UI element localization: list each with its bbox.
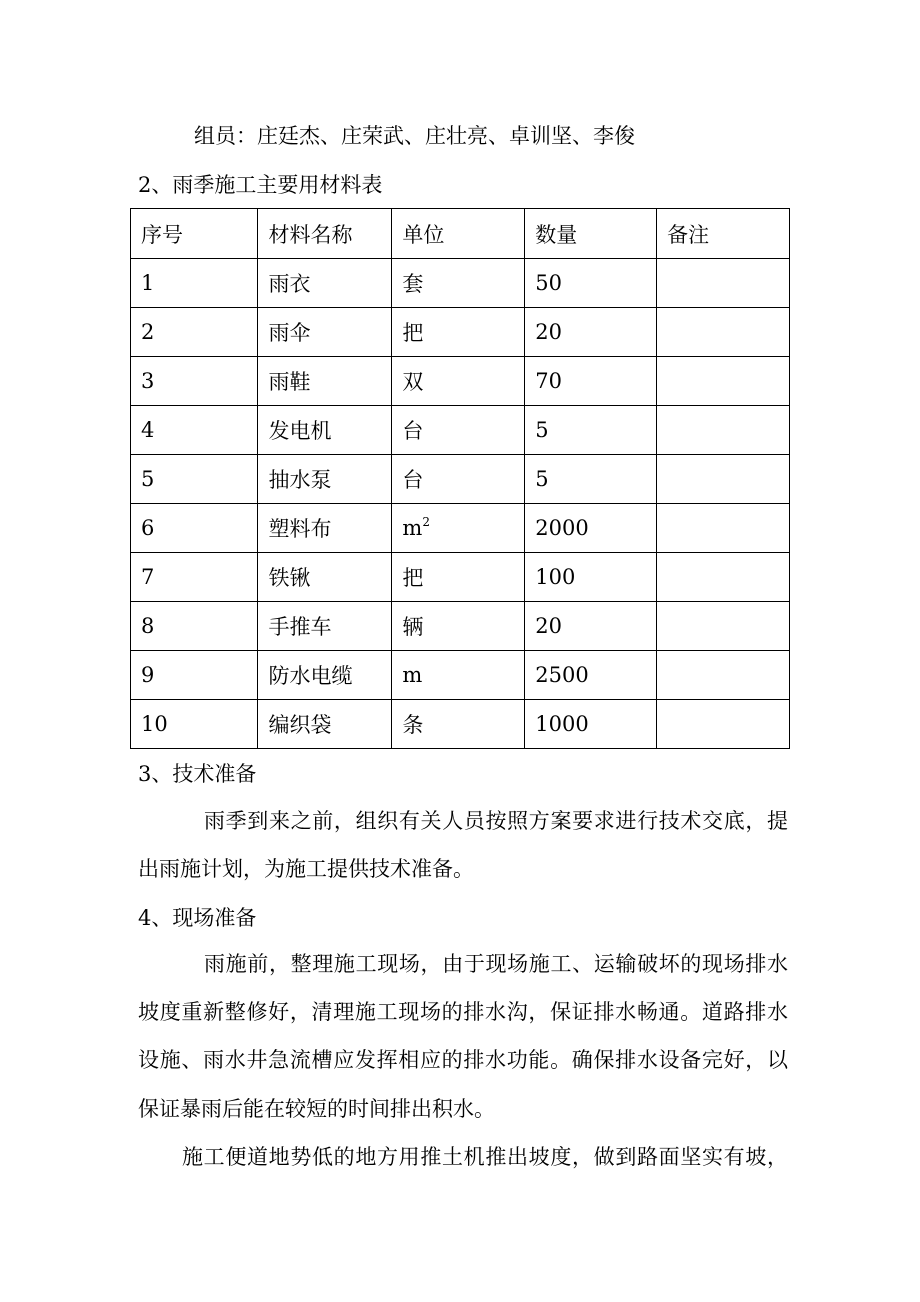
table-header-row [131, 209, 790, 259]
cell-serial: 10 [131, 700, 258, 749]
table-row [131, 651, 790, 700]
section-4-paragraph-line: 雨施前，整理施工现场，由于现场施工、运输破坏的现场排水 [204, 952, 788, 976]
cell-material-name: 雨衣 [258, 259, 392, 308]
cell-material-name: 铁锹 [258, 553, 392, 602]
cell-serial: 2 [131, 308, 258, 357]
section-4-heading: 4、现场准备 [138, 906, 257, 930]
cell-material-name: 抽水泵 [258, 455, 392, 504]
cell-unit: 把 [392, 308, 525, 357]
cell-unit: 台 [392, 406, 525, 455]
cell-quantity: 5 [525, 406, 657, 455]
cell-quantity: 100 [525, 553, 657, 602]
cell-unit: 辆 [392, 602, 525, 651]
cell-material-name: 雨鞋 [258, 357, 392, 406]
cell-remarks [657, 406, 790, 455]
cell-quantity: 5 [525, 455, 657, 504]
header-remarks: 备注 [657, 209, 790, 259]
cell-unit: m [392, 651, 525, 700]
table-row [131, 406, 790, 455]
cell-unit: 把 [392, 553, 525, 602]
cell-remarks [657, 259, 790, 308]
cell-serial: 5 [131, 455, 258, 504]
table-row [131, 357, 790, 406]
section-4-paragraph-line: 设施、雨水井急流槽应发挥相应的排水功能。确保排水设备完好，以 [138, 1048, 788, 1072]
table-row [131, 259, 790, 308]
cell-remarks [657, 308, 790, 357]
cell-quantity: 20 [525, 602, 657, 651]
cell-remarks [657, 553, 790, 602]
cell-remarks [657, 504, 790, 553]
header-material-name: 材料名称 [258, 209, 392, 259]
cell-quantity: 50 [525, 259, 657, 308]
cell-unit: 条 [392, 700, 525, 749]
section-3-heading: 3、技术准备 [138, 762, 257, 786]
cell-material-name: 塑料布 [258, 504, 392, 553]
cell-material-name: 雨伞 [258, 308, 392, 357]
cell-quantity: 20 [525, 308, 657, 357]
header-unit: 单位 [392, 209, 525, 259]
cell-quantity: 1000 [525, 700, 657, 749]
cell-remarks [657, 455, 790, 504]
cell-serial: 9 [131, 651, 258, 700]
cell-serial: 3 [131, 357, 258, 406]
cell-unit [392, 504, 525, 553]
table-row [131, 700, 790, 749]
cell-material-name: 编织袋 [258, 700, 392, 749]
header-serial: 序号 [131, 209, 258, 259]
table-caption: 2、雨季施工主要用材料表 [138, 173, 383, 197]
table-row [131, 308, 790, 357]
cell-quantity: 2500 [525, 651, 657, 700]
cell-unit: 台 [392, 455, 525, 504]
table-row [131, 553, 790, 602]
cell-remarks [657, 357, 790, 406]
table-row [131, 602, 790, 651]
cell-serial: 7 [131, 553, 258, 602]
cell-unit: 套 [392, 259, 525, 308]
table-row [131, 504, 790, 553]
team-members-line: 组员：庄廷杰、庄荣武、庄壮亮、卓训坚、李俊 [194, 124, 635, 148]
section-4-paragraph-line: 坡度重新整修好，清理施工现场的排水沟，保证排水畅通。道路排水 [138, 1000, 788, 1024]
cell-remarks [657, 700, 790, 749]
section-4-paragraph-line: 保证暴雨后能在较短的时间排出积水。 [138, 1097, 495, 1121]
cell-material-name: 防水电缆 [258, 651, 392, 700]
unit-superscript: 2 [422, 515, 430, 529]
cell-material-name: 手推车 [258, 602, 392, 651]
cell-serial: 4 [131, 406, 258, 455]
table-row [131, 455, 790, 504]
unit-base: m [402, 516, 423, 540]
header-quantity: 数量 [525, 209, 657, 259]
cell-serial: 6 [131, 504, 258, 553]
section-3-paragraph-line: 雨季到来之前，组织有关人员按照方案要求进行技术交底，提 [204, 809, 788, 833]
section-3-paragraph-line: 出雨施计划，为施工提供技术准备。 [138, 857, 474, 881]
cell-quantity: 70 [525, 357, 657, 406]
cell-unit: 双 [392, 357, 525, 406]
cell-remarks [657, 602, 790, 651]
cell-serial: 1 [131, 259, 258, 308]
materials-table [130, 208, 790, 749]
cell-remarks [657, 651, 790, 700]
cell-material-name: 发电机 [258, 406, 392, 455]
cell-serial: 8 [131, 602, 258, 651]
section-4-paragraph-2-line: 施工便道地势低的地方用推土机推出坡度，做到路面坚实有坡， [182, 1145, 788, 1169]
cell-quantity: 2000 [525, 504, 657, 553]
